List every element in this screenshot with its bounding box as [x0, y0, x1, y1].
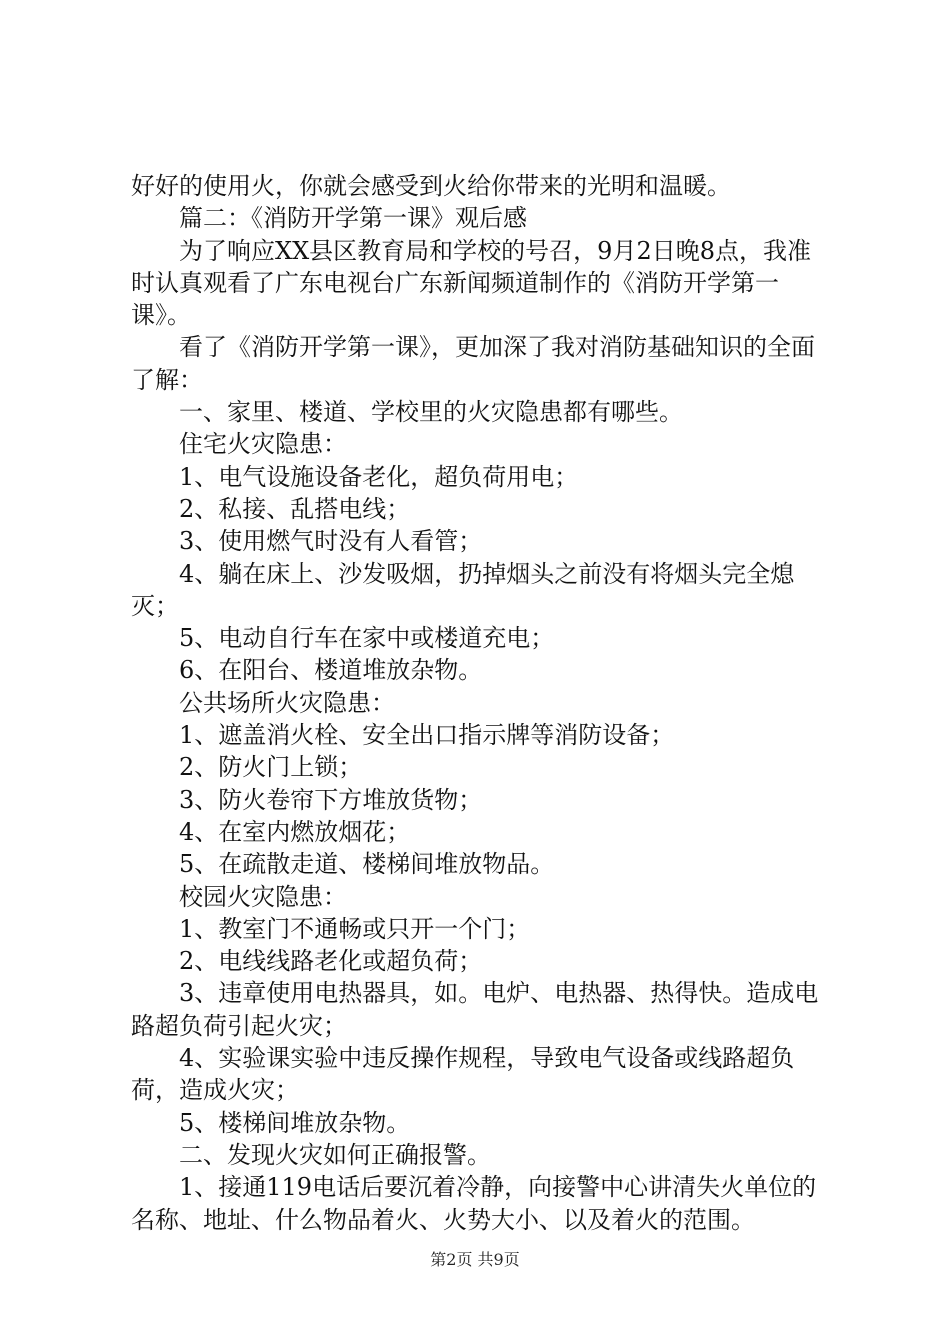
list-item: 3、违章使用电热器具，如。电炉、电热器、热得快。造成电路超负荷引起火灾；: [131, 979, 819, 1040]
list-item: 4、实验课实验中违反操作规程，导致电气设备或线路超负荷，造成火灾；: [131, 1044, 795, 1105]
list-item: 5、在疏散走道、楼梯间堆放物品。: [179, 850, 555, 879]
list-item: 3、防火卷帘下方堆放货物；: [179, 785, 483, 814]
category-label: 公共场所火灾隐患：: [179, 688, 395, 717]
list-item: 1、接通119电话后要沉着冷静，向接警中心讲清失火单位的名称、地址、什么物品着火、火势大小、以及着火的范围。: [131, 1173, 817, 1234]
list-item: 6、在阳台、楼道堆放杂物。: [179, 656, 483, 685]
page-number-footer: 第2页 共9页: [430, 1250, 520, 1269]
list-item: 4、躺在床上、沙发吸烟，扔掉烟头之前没有将烟头完全熄灭；: [131, 559, 795, 620]
list-item: 4、在室内燃放烟花；: [179, 817, 411, 846]
list-item: 3、使用燃气时没有人看管；: [179, 527, 483, 556]
document-body: [131, 170, 831, 1236]
paragraph: 好好的使用火，你就会感受到火给你带来的光明和温暖。: [131, 172, 731, 200]
list-item: 5、电动自行车在家中或楼道充电；: [179, 624, 555, 653]
list-item: 2、私接、乱搭电线；: [179, 494, 411, 523]
subsection-heading: 一、家里、楼道、学校里的火灾隐患都有哪些。: [179, 398, 683, 427]
list-item: 1、遮盖消火栓、安全出口指示牌等消防设备；: [179, 721, 675, 750]
list-item: 1、教室门不通畅或只开一个门；: [179, 914, 531, 943]
category-label: 住宅火灾隐患：: [179, 430, 347, 459]
subsection-heading: 二、发现火灾如何正确报警。: [179, 1140, 491, 1169]
list-item: 1、电气设施设备老化，超负荷用电；: [179, 462, 579, 491]
list-item: 2、电线线路老化或超负荷；: [179, 947, 483, 976]
section-heading: 篇二：《消防开学第一课》观后感: [179, 204, 527, 233]
paragraph: 看了《消防开学第一课》，更加深了我对消防基础知识的全面了解：: [131, 333, 815, 394]
list-item: 5、楼梯间堆放杂物。: [179, 1108, 411, 1137]
category-label: 校园火灾隐患：: [179, 882, 347, 911]
list-item: 2、防火门上锁；: [179, 753, 363, 782]
paragraph: 为了响应XX县区教育局和学校的号召，9月2日晚8点，我准时认真观看了广东电视台广东新闻频道制作的《消防开学第一课》。: [131, 236, 811, 330]
